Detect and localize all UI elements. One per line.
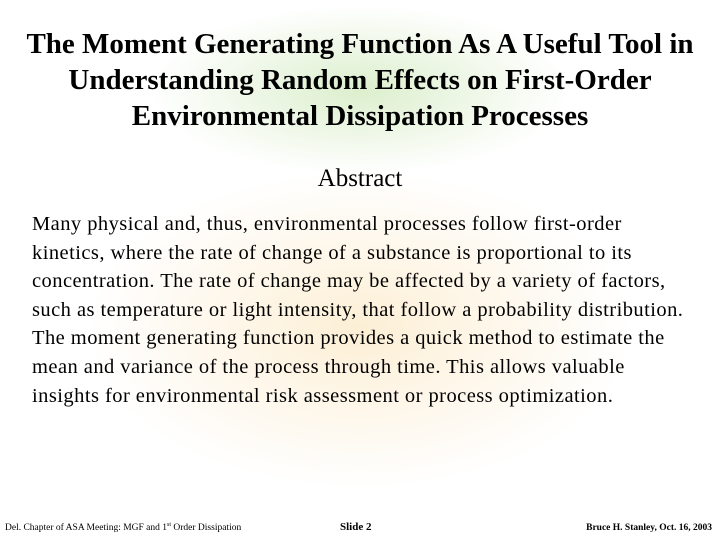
- footer-slide-number: Slide 2: [340, 521, 372, 533]
- slide-title: The Moment Generating Function As A Useful Tool in Understanding Random Effects on First-Order Environmental Dissipation Processes: [26, 28, 694, 132]
- footer-meeting-superscript: st: [167, 521, 172, 528]
- footer-author-date: Bruce H. Stanley, Oct. 16, 2003: [586, 523, 712, 533]
- footer-meeting-prefix: Del. Chapter of ASA Meeting: MGF and 1: [5, 523, 168, 533]
- footer-meeting-suffix: Order Dissipation: [171, 523, 242, 533]
- footer-meeting-info: [5, 522, 241, 534]
- abstract-text: Many physical and, thus, environmental processes follow first-order kinetics, where the rate of change of a substance is proportional to its concentration. The rate of change may be affected by a variety of factors, such as temperature or light intensity, that follow a probability distribution. The moment generating function provides a quick method to estimate the mean and variance of the process through time. This allows valuable insights for environmental risk assessment or process optimization.: [32, 213, 684, 407]
- abstract-heading: Abstract: [317, 165, 403, 192]
